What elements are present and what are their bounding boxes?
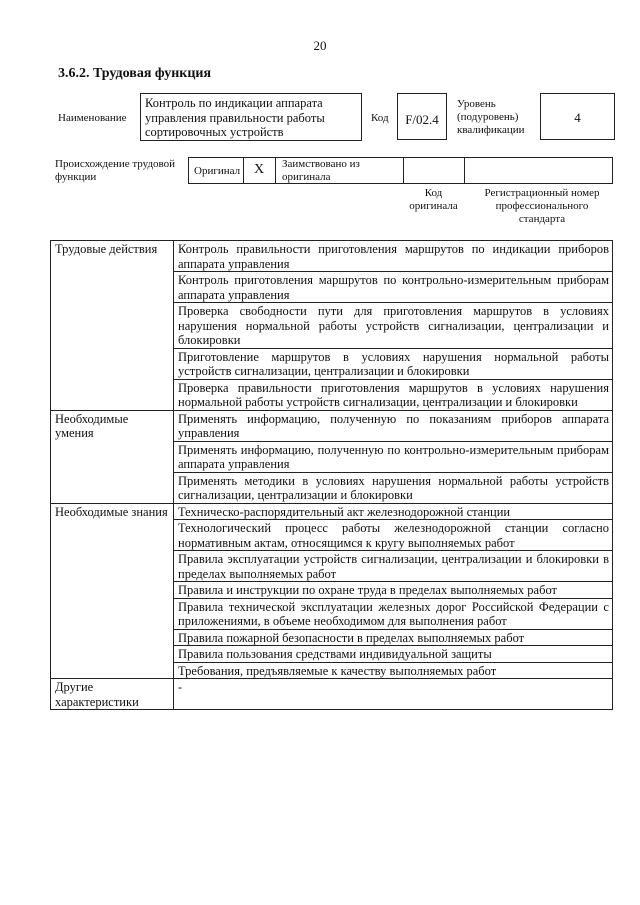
level-label: Уровень (подуровень) квалификации (457, 98, 525, 136)
category-cell: Другие характеристики (51, 679, 174, 710)
table-row (51, 410, 613, 441)
item-cell: Применять информацию, полученную по показаниям приборов аппарата управления (174, 410, 613, 441)
name-value: Контроль по индикации аппарата управления правильности работы сортировочных устройств (140, 93, 362, 141)
origin-divider (275, 157, 276, 184)
origin-divider (403, 157, 404, 184)
labor-function-table (50, 240, 613, 710)
category-cell: Необходимые умения (51, 410, 174, 503)
item-cell: Приготовление маршрутов в условиях нарушения нормальной работы устройств сигнализации, централизации и блокировки (174, 348, 613, 379)
origin-divider (464, 157, 465, 184)
item-cell: - (174, 679, 613, 710)
item-cell: Правила пользования средствами индивидуальной защиты (174, 646, 613, 663)
original-label: Оригинал (194, 165, 241, 177)
item-cell: Проверка свободности пути для приготовления маршрутов в условиях нарушения нормальной работы устройств сигнализации, централизации и блокировки (174, 303, 613, 349)
origin-divider (243, 157, 244, 184)
reg-caption: Регистрационный номер профессионального стандарта (484, 187, 600, 225)
borrowed-label: Заимствовано из оригинала (282, 158, 360, 183)
item-cell: Технологический процесс работы железнодорожной станции согласно нормативным актам, относящимся к кругу выполняемых работ (174, 520, 613, 551)
code-value: F/02.4 (397, 93, 447, 140)
level-value: 4 (540, 93, 615, 140)
category-cell: Трудовые действия (51, 241, 174, 411)
table-row (51, 241, 613, 272)
origin-table (188, 157, 613, 184)
origin-label: Происхождение трудовой функции (55, 158, 176, 183)
original-mark: X (254, 162, 265, 177)
item-cell: Контроль правильности приготовления маршрутов по индикации приборов аппарата управления (174, 241, 613, 272)
name-label: Наименование (58, 112, 127, 124)
item-cell: Применять методики в условиях нарушения нормальной работы устройств сигнализации, централизации и блокировки (174, 472, 613, 503)
item-cell: Правила технической эксплуатации железных дорог Российской Федерации с приложениями, в объеме необходимом для выполнения работ (174, 598, 613, 629)
item-cell: Правила и инструкции по охране труда в пределах выполняемых работ (174, 582, 613, 599)
code-caption: Код оригинала (409, 187, 458, 212)
item-cell: Применять информацию, полученную по контрольно-измерительным приборам аппарата управления (174, 441, 613, 472)
item-cell: Требования, предъявляемые к качеству выполняемых работ (174, 662, 613, 679)
table-row (51, 503, 613, 520)
code-label: Код (371, 112, 389, 124)
section-title: 3.6.2. Трудовая функция (58, 66, 212, 81)
table-row (51, 679, 613, 710)
item-cell: Проверка правильности приготовления маршрутов в условиях нарушения нормальной работы устройств сигнализации, централизации и блокировки (174, 379, 613, 410)
page-number: 20 (313, 38, 327, 53)
item-cell: Правила эксплуатации устройств сигнализации, централизации и блокировки в пределах выполняемых работ (174, 551, 613, 582)
item-cell: Техническо-распорядительный акт железнодорожной станции (174, 503, 613, 520)
category-cell: Необходимые знания (51, 503, 174, 679)
item-cell: Правила пожарной безопасности в пределах выполняемых работ (174, 629, 613, 646)
item-cell: Контроль приготовления маршрутов по контрольно-измерительным приборам аппарата управления (174, 272, 613, 303)
